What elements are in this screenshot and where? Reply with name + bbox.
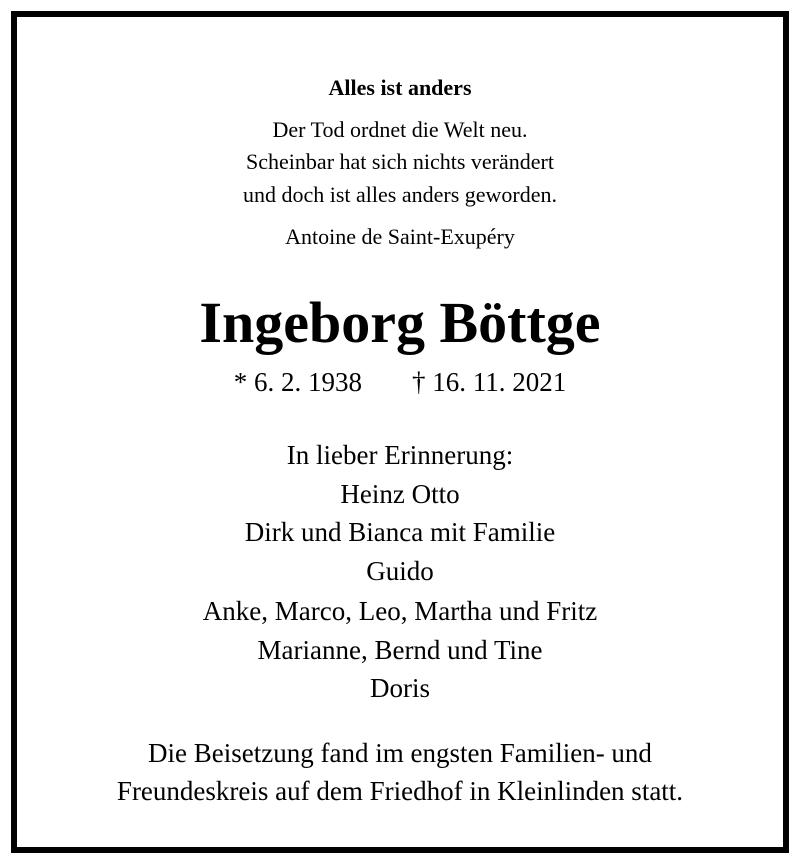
birth-date: * 6. 2. 1938	[233, 367, 362, 397]
mourner-name: Doris	[370, 673, 430, 703]
burial-note: Freundeskreis auf dem Friedhof in Kleinlinden statt.	[116, 776, 684, 806]
mourner-name: Heinz Otto	[340, 479, 460, 509]
burial-note: Die Beisetzung fand im engsten Familien- und	[148, 738, 652, 768]
mourner-name: Marianne, Bernd und Tine	[257, 635, 543, 665]
mourner-name: Guido	[366, 556, 434, 586]
death-date: † 16. 11. 2021	[412, 367, 567, 397]
mourner-name: Anke, Marco, Leo, Martha und Fritz	[202, 596, 598, 626]
motto-title: Alles ist anders	[328, 75, 472, 100]
poem-author: Antoine de Saint-Exupéry	[285, 224, 515, 249]
deceased-name: Ingeborg Böttge	[199, 290, 601, 355]
mourner-name: Dirk und Bianca mit Familie	[244, 517, 556, 547]
poem-line: Der Tod ordnet die Welt neu.	[272, 117, 528, 142]
mourners-intro: In lieber Erinnerung:	[286, 440, 514, 470]
poem-line: Scheinbar hat sich nichts verändert	[246, 149, 554, 174]
life-dates	[0, 365, 800, 399]
poem-line: und doch ist alles anders geworden.	[242, 182, 558, 207]
